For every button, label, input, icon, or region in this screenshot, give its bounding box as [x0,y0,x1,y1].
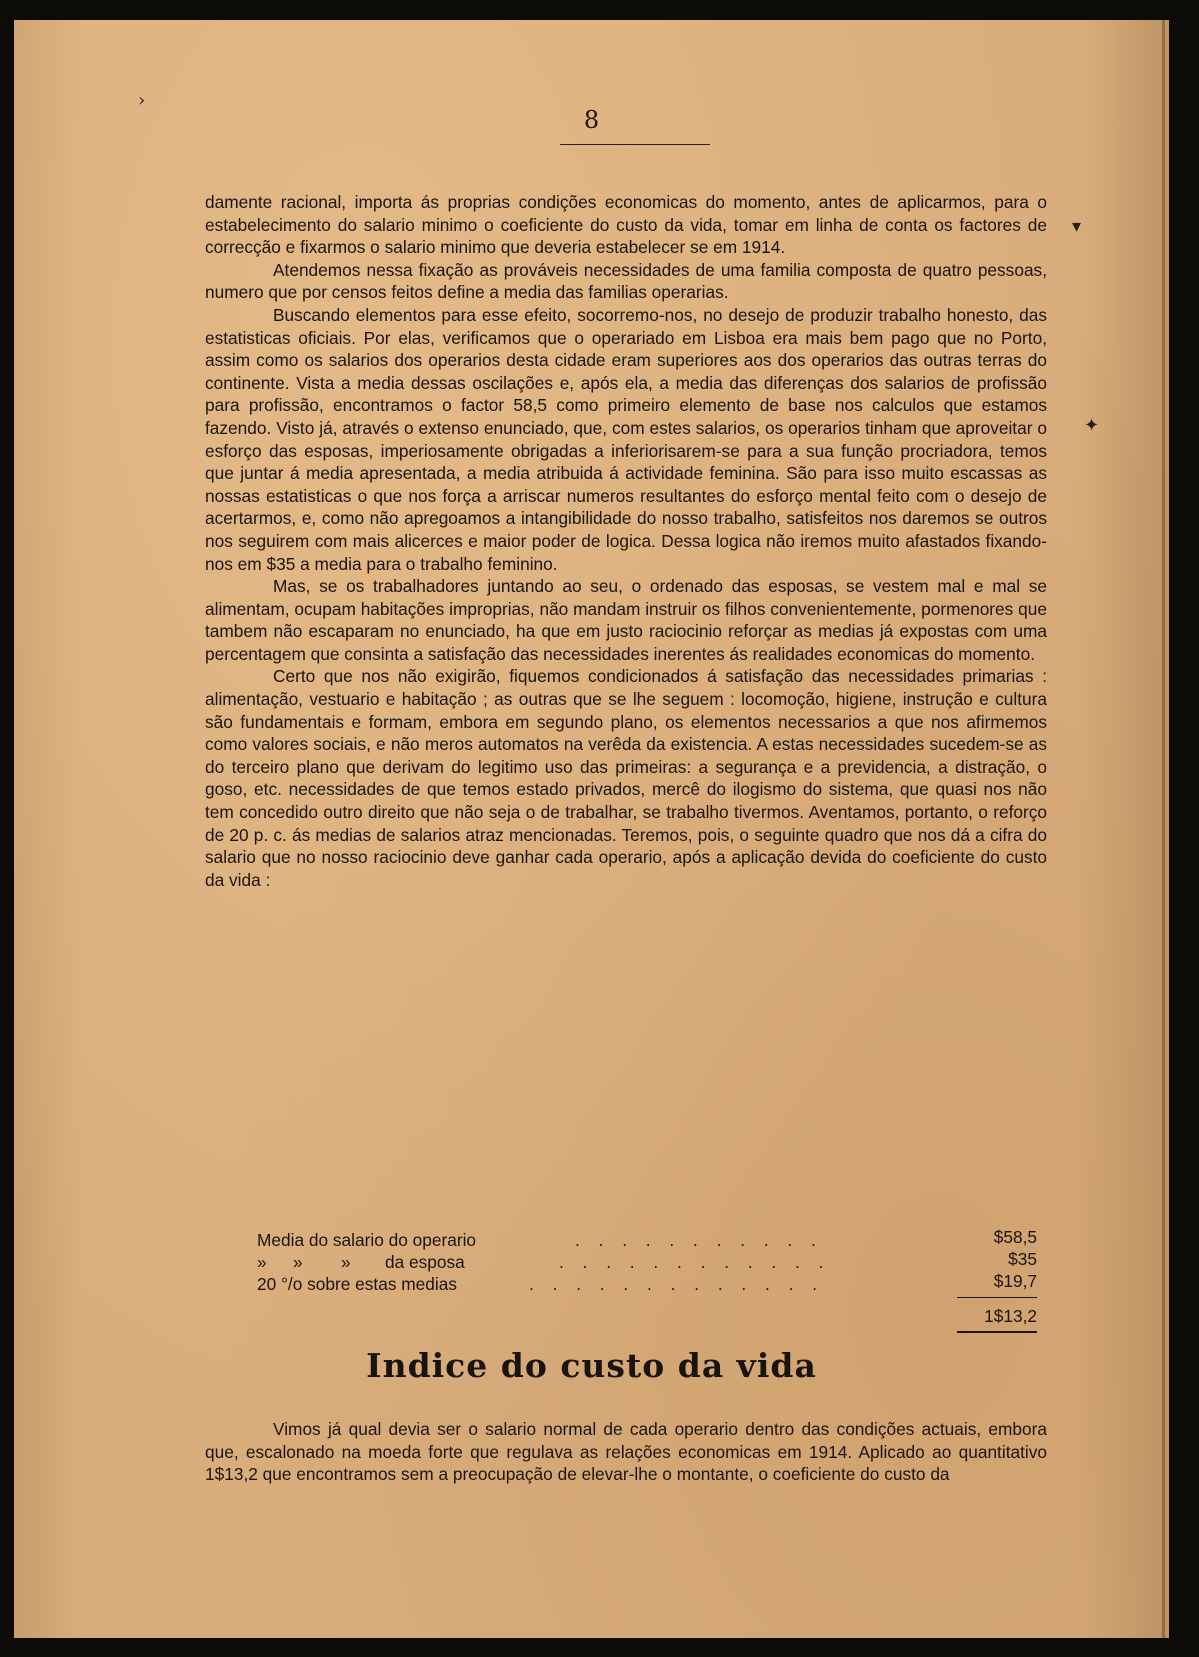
paragraph: Buscando elementos para esse efeito, socorremo-nos, no desejo de produzir trabalho honesto, das estatisticas oficiais. Por elas, verificamos que o operariado em Lisboa era mais bem pago que no Porto, assim como os salarios dos operarios desta cidade eram superiores aos dos operarios das outras terras do continente. Vista a media dessas oscilações e, após ela, a media das diferenças dos salarios de profissão para profissão, encontramos o factor 58,5 como primeiro elemento de base nos calculos que estamos fazendo. Visto já, através o extenso enunciado, que, com estes salarios, os operarios tinham que aproveitar o esforço das esposas, imperiosamente obrigadas a inferiorisarem-se para a sua função procriadora, temos que juntar á media apresentada, a media atribuida á actividade feminina. São para isso muito escassas as nossas estatisticas o que nos força a arriscar numeros resultantes do esforço mental feito com o desejo de acertarmos, e, como não apregoamos a intangibilidade do nosso trabalho, satisfeitos nos daremos se outros nos seguirem com mais alicerces e maior poder de logica. Dessa logica não iremos muito afastados fixando-nos em $35 a media para o trabalho feminino. [205,304,1047,574]
document-page [14,20,1169,1638]
table-row [257,1249,1037,1274]
page-number-rule [560,144,710,145]
binding-mark: ✦ [1084,415,1100,436]
section-heading: Indice do custo da vida [366,1346,817,1385]
row-value: $19,7 [993,1271,1037,1291]
salary-table [257,1227,1037,1326]
table-row [257,1271,1037,1296]
paragraph: Vimos já qual devia ser o salario normal de cada operario dentro das condições actuais, embora que, escalonado na moeda forte que regulava as relações economicas em 1914. Aplicado ao quantitativo 1$13,2 que encontramos sem a preocupação de elevar-lhe o montante, o coeficiente do custo da [205,1419,1047,1485]
ditto-mark: » [293,1252,303,1272]
row-value: $58,5 [993,1227,1037,1247]
sum-rule [957,1297,1037,1298]
total-underline [957,1331,1037,1333]
table-row [257,1227,1037,1252]
paragraph: Atendemos nessa fixação as prováveis necessidades de uma familia composta de quatro pessoas, numero que por censos feitos define a media das familias operarias. [205,259,1047,303]
row-label: da esposa [385,1252,465,1272]
table-total: 1$13,2 [984,1306,1037,1326]
body-text [205,191,1047,891]
dot-leader: . . . . . . . . . . . . . [529,1274,825,1294]
row-label: 20 °/o sobre estas medias [257,1274,457,1294]
closing-text [205,1418,1047,1486]
paragraph: damente racional, importa ás proprias condições economicas do momento, antes de aplicarmos, para o estabelecimento do salario minimo o coeficiente do custo da vida, tomar em linha de conta os factores de correcção e fixarmos o salario minimo que deveria estabelecer se em 1914. [205,192,1047,258]
ditto-mark: » [341,1252,351,1272]
page-number: 8 [583,106,600,134]
row-value: $35 [1008,1249,1037,1269]
dot-leader: . . . . . . . . . . . . [559,1252,831,1272]
paragraph: Certo que nos não exigirão, fiquemos condicionados á satisfação das necessidades primarias : alimentação, vestuario e habitação ; as outras que se lhe seguem : locomoção, higiene, instrução e cultura são fundamentais e formam, embora em segundo plano, os elementos necessarios a que nos afirmemos como valores sociais, e não meros automatos na verêda da existencia. A estas necessidades sucedem-se as do terceiro plano que derivam do legitimo uso das primeiras: a segurança e a previdencia, a distração, o goso, etc. necessidades de que temos estado privados, mercê do ilogismo do sistema, que quasi nos não tem concedido outro direito que não seja o de trabalhar, se trabalho tivermos. Aventamos, portanto, o reforço de 20 p. c. ás medias de salarios atraz mencionadas. Teremos, pois, o seguinte quadro que nos dá a cifra do salario que no nosso raciocinio deve ganhar cada operario, após a aplicação devida do coeficiente do custo da vida : [205,666,1047,890]
row-label-group [257,1252,465,1273]
binding-mark: ▾ [1072,216,1082,237]
page-fold-shadow [1162,20,1165,1638]
ditto-mark: » [257,1252,267,1272]
paragraph: Mas, se os trabalhadores juntando ao seu, o ordenado das esposas, se vestem mal e mal se alimentam, ocupam habitações improprias, não mandam instruir os filhos convenientemente, pormenores que tambem não escaparam no enunciado, ha que em justo raciocinio reforçar as medias já expostas com uma percentagem que consinta a satisfação das necessidades inerentes ás realidades economicas do momento. [205,576,1047,664]
stray-mark: › [138,90,146,111]
row-label: Media do salario do operario [257,1230,477,1250]
dot-leader: . . . . . . . . . . . [575,1230,823,1250]
